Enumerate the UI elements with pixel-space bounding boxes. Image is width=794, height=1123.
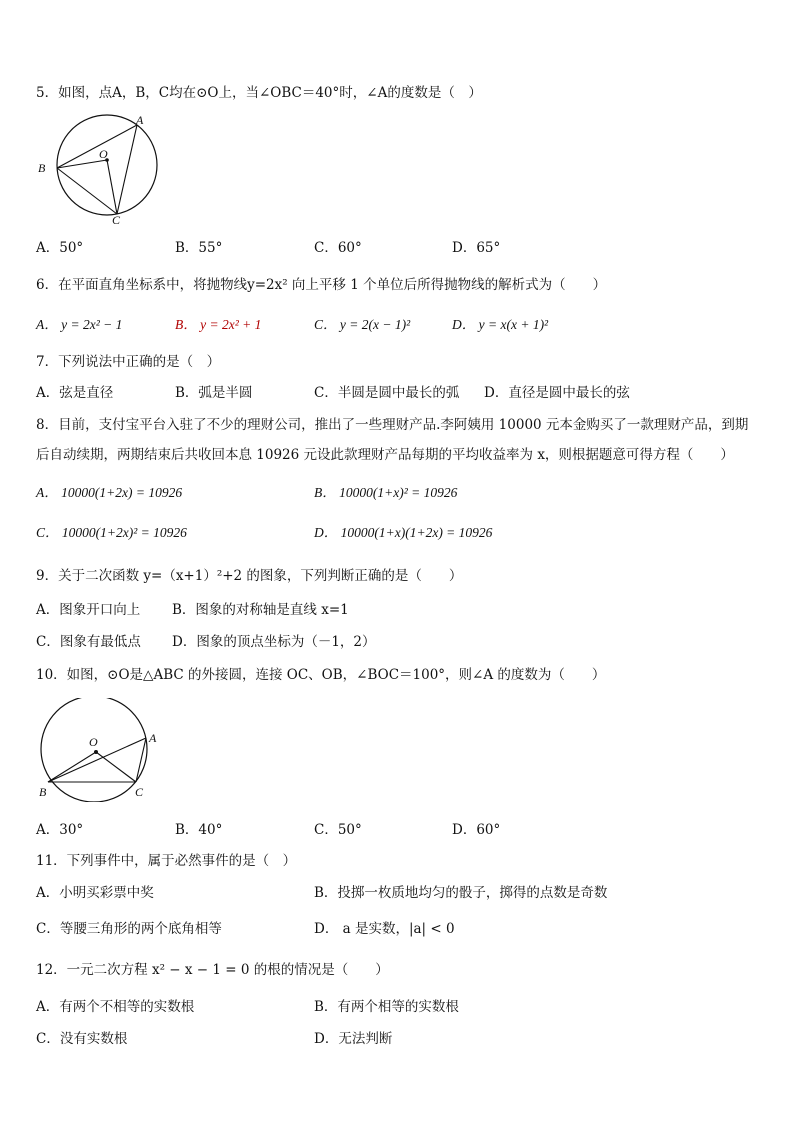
q8-option-c: C． 10000(1+2x)² = 10926 <box>36 525 187 540</box>
q10-stem: 10．如图，⊙O是△ABC 的外接圆，连接 OC、OB，∠BOC＝100°，则∠A 的度数为（ ） <box>36 667 606 683</box>
q9-stem: 9．关于二次函数 y=（x+1）²+2 的图象，下列判断正确的是（ ） <box>36 568 463 584</box>
q11-option-d: D． a 是实数，|a| < 0 <box>314 921 455 937</box>
q7-stem: 7．下列说法中正确的是（ ） <box>36 354 221 370</box>
q7-option-d: D．直径是圆中最长的弦 <box>484 385 630 401</box>
q9-option-d: D．图象的顶点坐标为（－1，2） <box>172 634 376 650</box>
q6-stem: 6．在平面直角坐标系中，将抛物线y=2x² 向上平移 1 个单位后所得抛物线的解析式为（ ） <box>36 277 607 293</box>
q6-option-d: D． y = x(x + 1)² <box>452 317 549 332</box>
q5-label-a: A <box>136 113 144 127</box>
q7-option-a: A．弦是直径 <box>36 385 114 401</box>
q10-label-b: B <box>39 785 47 799</box>
q7-option-b: B．弧是半圆 <box>175 385 253 401</box>
q12-option-c: C．没有实数根 <box>36 1031 128 1047</box>
q12-option-d: D．无法判断 <box>314 1031 393 1047</box>
q11-option-a: A．小明买彩票中奖 <box>36 885 154 901</box>
q5-option-b: B．55° <box>175 240 223 256</box>
q6-option-b: B． y = 2x² + 1 <box>175 317 262 332</box>
q10-label-c: C <box>135 785 144 799</box>
q10-option-a: A．30° <box>36 822 84 838</box>
q5-option-a: A．50° <box>36 240 84 256</box>
q8-option-b: B． 10000(1+x)² = 10926 <box>314 485 458 500</box>
q6-option-c: C． y = 2(x − 1)² <box>314 317 411 332</box>
q7-option-c: C．半圆是圆中最长的弧 <box>314 385 460 401</box>
q12-option-b: B．有两个相等的实数根 <box>314 999 459 1015</box>
q5-label-b: B <box>38 161 46 175</box>
q10-option-b: B．40° <box>175 822 223 838</box>
q10-option-c: C．50° <box>314 822 362 838</box>
q5-figure <box>34 110 160 226</box>
q11-option-c: C．等腰三角形的两个底角相等 <box>36 921 222 937</box>
q6-option-a: A． y = 2x² − 1 <box>36 317 123 332</box>
q9-option-a: A．图象开口向上 <box>36 602 141 618</box>
q11-stem: 11．下列事件中，属于必然事件的是（ ） <box>36 853 297 869</box>
q5-option-c: C．60° <box>314 240 362 256</box>
q10-label-o: O <box>89 735 98 749</box>
q8-stem-line1: 8．目前，支付宝平台入驻了不少的理财公司，推出了一些理财产品.李阿姨用 10000 元本金购买了一款理财产品，到期 <box>36 417 749 433</box>
q12-stem: 12．一元二次方程 x² − x − 1 = 0 的根的情况是（ ） <box>36 962 389 978</box>
q9-option-c: C．图象有最低点 <box>36 634 141 650</box>
q10-option-d: D．60° <box>452 822 501 838</box>
q12-option-a: A．有两个不相等的实数根 <box>36 999 195 1015</box>
q8-stem-line2: 后自动续期，两期结束后共收回本息 10926 元设此款理财产品每期的平均收益率为 x，则根据题意可得方程（ ） <box>36 447 734 463</box>
q5-stem: 5．如图，点A，B，C均在⊙O上，当∠OBC＝40°时，∠A的度数是（ ） <box>36 85 482 101</box>
q5-label-o: O <box>99 147 108 161</box>
q5-label-c: C <box>112 213 121 226</box>
q8-option-a: A． 10000(1+2x) = 10926 <box>36 485 183 500</box>
q5-option-d: D．65° <box>452 240 501 256</box>
q10-figure <box>34 698 164 802</box>
q10-label-a: A <box>149 731 157 745</box>
q11-option-b: B．投掷一枚质地均匀的骰子，掷得的点数是奇数 <box>314 885 608 901</box>
q9-option-b: B．图象的对称轴是直线 x=1 <box>172 602 349 618</box>
q8-option-d: D． 10000(1+x)(1+2x) = 10926 <box>314 525 493 540</box>
